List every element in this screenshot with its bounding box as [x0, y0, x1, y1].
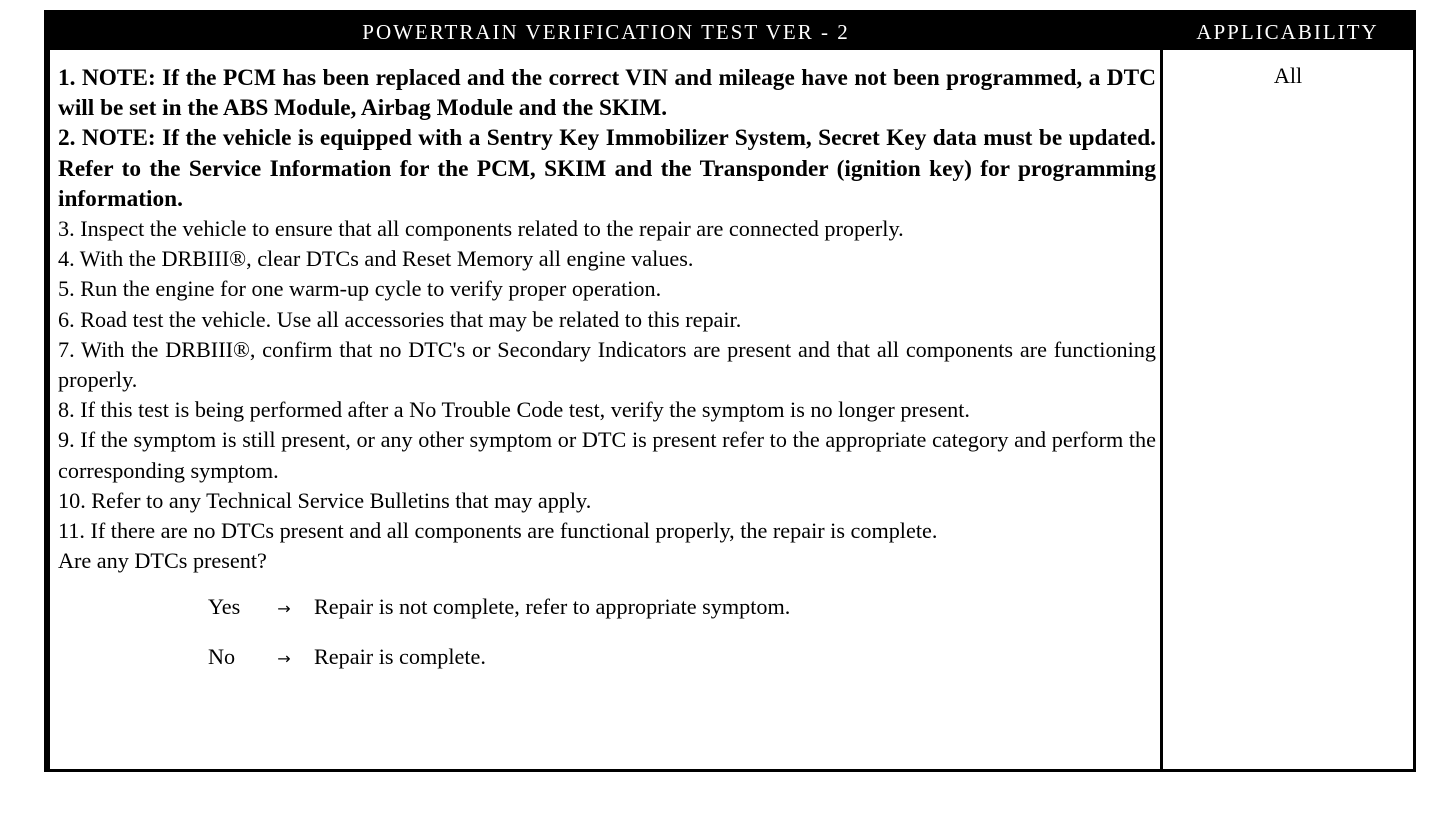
step-8: 8. If this test is being performed after a No Trouble Code test, verify the symptom is no longer present.	[58, 397, 970, 423]
column-divider	[1160, 50, 1163, 770]
step-9: 9. If the symptom is still present, or any other symptom or DTC is present refer to the appropriate category and perform the corresponding symptom.	[58, 427, 1156, 483]
answer-yes	[208, 592, 1156, 642]
yes-label: Yes	[208, 594, 241, 620]
step-7: 7. With the DRBIII®, confirm that no DTC's or Secondary Indicators are present and that all components are functioning properly.	[58, 336, 1156, 393]
question-text: Are any DTCs present?	[58, 548, 267, 574]
step-6: 6. Road test the vehicle. Use all accessories that may be related to this repair.	[58, 306, 742, 332]
step-1-note: 1. NOTE: If the PCM has been replaced and the correct VIN and mileage have not been programmed, a DTC will be set in the ABS Module, Airbag Module and the SKIM.	[58, 65, 1156, 122]
procedure-steps	[58, 63, 1156, 692]
arrow-right-icon: →	[277, 649, 291, 669]
no-label: No	[208, 644, 236, 670]
step-3: 3. Inspect the vehicle to ensure that all components related to the repair are connected properly.	[58, 216, 904, 242]
step-4: 4. With the DRBIII®, clear DTCs and Reset Memory all engine values.	[58, 246, 694, 272]
step-2-note: 2. NOTE: If the vehicle is equipped with a Sentry Key Immobilizer System, Secret Key data must be updated. Refer to the Service Information for the PCM, SKIM and the Transponder (ignition key) for programming information.	[58, 125, 1156, 212]
yes-result: Repair is not complete, refer to appropriate symptom.	[314, 594, 791, 620]
answer-no	[208, 642, 1156, 692]
step-5: 5. Run the engine for one warm-up cycle to verify proper operation.	[58, 276, 662, 302]
table-header	[50, 13, 1413, 50]
step-10: 10. Refer to any Technical Service Bulletins that may apply.	[58, 487, 592, 513]
arrow-right-icon: →	[277, 599, 291, 619]
test-title: POWERTRAIN VERIFICATION TEST VER - 2	[362, 20, 850, 44]
step-11: 11. If there are no DTCs present and all components are functional properly, the repair is complete.	[58, 518, 938, 544]
applicability-value: All	[1273, 63, 1303, 88]
no-result: Repair is complete.	[314, 644, 486, 670]
answer-options	[208, 592, 1156, 692]
verification-test-table	[44, 10, 1416, 772]
applicability-header: APPLICABILITY	[1196, 20, 1379, 44]
